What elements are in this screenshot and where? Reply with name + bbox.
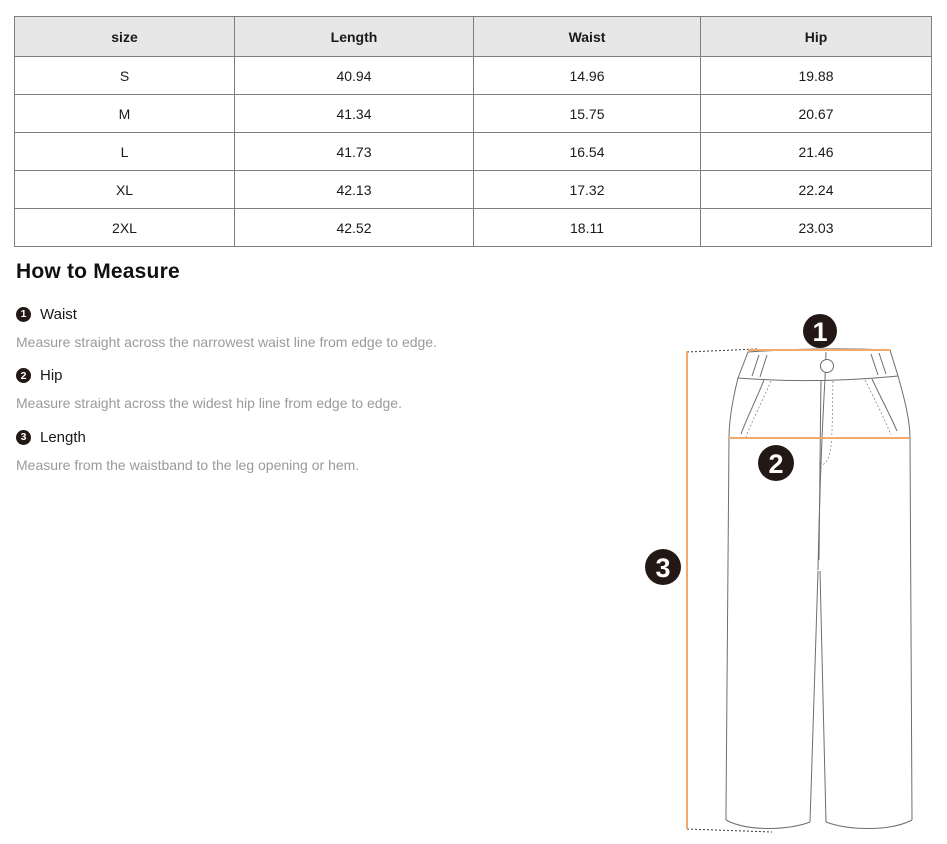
size-chart-table bbox=[14, 16, 932, 247]
cell-length: 41.73 bbox=[235, 133, 474, 171]
measure-item-description: Measure straight across the narrowest waist line from edge to edge. bbox=[16, 334, 437, 350]
column-header-size: size bbox=[15, 17, 235, 57]
table-row bbox=[15, 133, 932, 171]
cell-size: M bbox=[15, 95, 235, 133]
cell-length: 42.13 bbox=[235, 171, 474, 209]
cell-size: S bbox=[15, 57, 235, 95]
measure-item-head bbox=[16, 429, 626, 446]
cell-hip: 19.88 bbox=[701, 57, 932, 95]
cell-waist: 16.54 bbox=[474, 133, 701, 171]
cell-hip: 23.03 bbox=[701, 209, 932, 247]
numbered-badge-icon: 3 bbox=[16, 430, 31, 445]
column-header-hip: Hip bbox=[701, 17, 932, 57]
table-row bbox=[15, 171, 932, 209]
measurement-lines bbox=[687, 349, 910, 832]
cell-hip: 22.24 bbox=[701, 171, 932, 209]
section-title: How to Measure bbox=[16, 260, 180, 283]
numbered-badge-icon: 1 bbox=[16, 307, 31, 322]
pants-measurement-diagram bbox=[640, 290, 947, 844]
numbered-badge-icon: 2 bbox=[16, 368, 31, 383]
measure-item-length bbox=[16, 429, 626, 473]
measure-item-description: Measure straight across the widest hip line from edge to edge. bbox=[16, 395, 402, 412]
length-top-connector-line bbox=[687, 349, 757, 352]
measure-item-description: Measure from the waistband to the leg opening or hem. bbox=[16, 456, 360, 473]
cell-size: XL bbox=[15, 171, 235, 209]
cell-size: 2XL bbox=[15, 209, 235, 247]
measure-item-head bbox=[16, 367, 626, 384]
cell-waist: 15.75 bbox=[474, 95, 701, 133]
measure-item-waist bbox=[16, 306, 626, 350]
how-to-measure-section bbox=[16, 260, 626, 490]
cell-waist: 18.11 bbox=[474, 209, 701, 247]
measure-item-label: Hip bbox=[40, 367, 63, 385]
marker-2-label: 2 bbox=[768, 449, 784, 479]
cell-hip: 21.46 bbox=[701, 133, 932, 171]
cell-waist: 14.96 bbox=[474, 57, 701, 95]
marker-1-label: 1 bbox=[812, 317, 828, 347]
measure-item-head bbox=[16, 306, 626, 323]
table-row bbox=[15, 57, 932, 95]
table-header-row bbox=[15, 17, 932, 57]
cell-size: L bbox=[15, 133, 235, 171]
marker-3-length bbox=[645, 549, 681, 585]
table-row bbox=[15, 209, 932, 247]
pants-diagram-svg bbox=[640, 290, 947, 844]
marker-2-hip bbox=[758, 445, 794, 481]
measure-item-label: Length bbox=[40, 428, 86, 446]
cell-length: 40.94 bbox=[235, 57, 474, 95]
length-bottom-connector-line bbox=[687, 829, 772, 832]
measure-item-hip bbox=[16, 367, 626, 411]
column-header-waist: Waist bbox=[474, 17, 701, 57]
marker-3-label: 3 bbox=[655, 553, 671, 583]
table-row bbox=[15, 95, 932, 133]
cell-waist: 17.32 bbox=[474, 171, 701, 209]
measure-item-label: Waist bbox=[40, 306, 77, 323]
cell-length: 42.52 bbox=[235, 209, 474, 247]
marker-1-waist bbox=[803, 314, 837, 348]
size-chart bbox=[14, 16, 932, 247]
cell-hip: 20.67 bbox=[701, 95, 932, 133]
pants-outline-icon bbox=[726, 349, 912, 829]
cell-length: 41.34 bbox=[235, 95, 474, 133]
column-header-length: Length bbox=[235, 17, 474, 57]
